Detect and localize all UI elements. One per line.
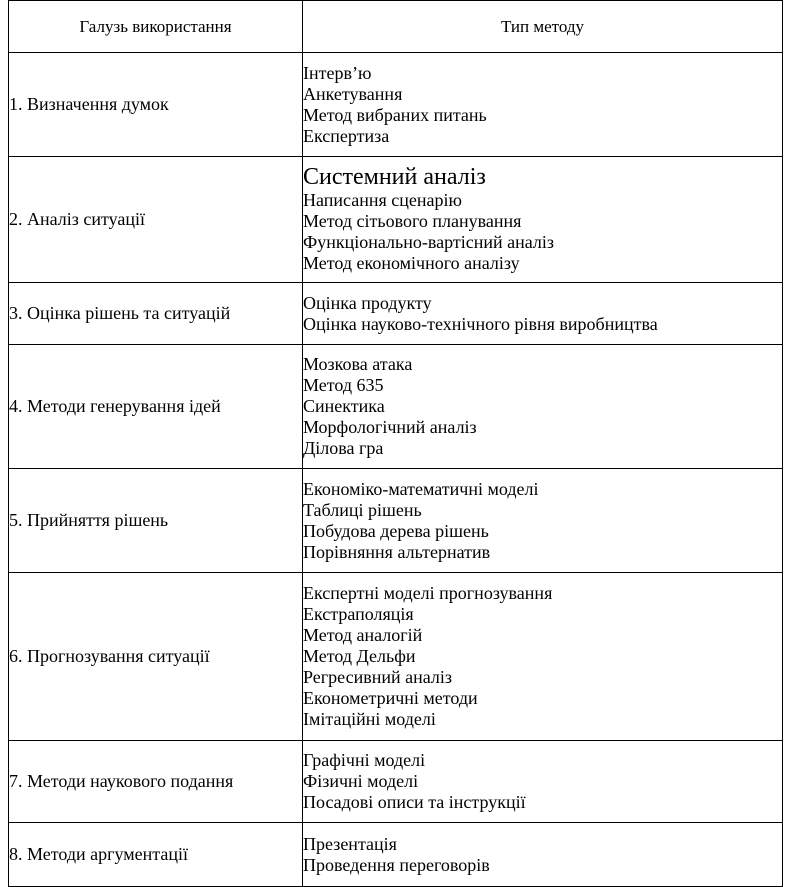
method-item: Презентація: [303, 833, 397, 854]
method-item: Метод економічного аналізу: [303, 253, 520, 273]
method-item: Оцінка науково-технічного рівня виробництва: [303, 313, 658, 334]
method-item: Імітаційні моделі: [303, 709, 436, 729]
table-row: [9, 283, 783, 345]
method-item: Економетричні методи: [303, 688, 478, 708]
method-item: Проведення переговорів: [303, 854, 490, 875]
method-item: Мозкова атака: [303, 354, 413, 374]
method-types-cell: [303, 157, 783, 283]
method-item: Системний аналіз: [303, 164, 486, 190]
method-item: Оцінка продукту: [303, 292, 432, 313]
table-row: [9, 469, 783, 573]
method-item: Синектика: [303, 396, 385, 416]
area-cell: 7. Методи наукового подання: [9, 741, 303, 823]
method-list: [303, 834, 782, 876]
area-cell: 5. Прийняття рішень: [9, 469, 303, 573]
method-item: Екстраполяція: [303, 604, 414, 624]
table-row: [9, 53, 783, 157]
method-item: Функціонально-вартісний аналіз: [303, 232, 554, 252]
method-item: Метод аналогій: [303, 625, 423, 645]
area-cell: 6. Прогнозування ситуації: [9, 573, 303, 741]
method-types-cell: [303, 823, 783, 887]
method-item: Експертиза: [303, 125, 390, 146]
area-cell: 4. Методи генерування ідей: [9, 345, 303, 469]
method-list: [303, 479, 782, 563]
method-types-cell: [303, 573, 783, 741]
method-types-cell: [303, 345, 783, 469]
area-cell: 8. Методи аргументації: [9, 823, 303, 887]
table-row: [9, 823, 783, 887]
table-body: [9, 53, 783, 887]
method-item: Економіко-математичні моделі: [303, 478, 539, 499]
method-item: Написання сценарію: [303, 190, 462, 210]
method-item: Метод 635: [303, 375, 384, 395]
method-types-cell: [303, 741, 783, 823]
method-list: [303, 63, 782, 147]
method-item: Фізичні моделі: [303, 771, 419, 791]
method-item: Таблиці рішень: [303, 499, 422, 520]
area-cell: 2. Аналіз ситуації: [9, 157, 303, 283]
method-item: Експертні моделі прогнозування: [303, 583, 553, 603]
method-list: [303, 293, 782, 335]
area-cell: 1. Визначення думок: [9, 53, 303, 157]
header-row: [9, 1, 783, 53]
method-types-cell: [303, 283, 783, 345]
method-item: Морфологічний аналіз: [303, 417, 477, 437]
method-item: Ділова гра: [303, 438, 384, 458]
method-item: Графічні моделі: [303, 750, 426, 770]
header-type: Тип методу: [303, 1, 783, 53]
method-list: [303, 354, 782, 459]
method-item: Анкетування: [303, 83, 403, 104]
method-item: Посадові описи та інструкції: [303, 792, 526, 812]
area-cell: 3. Оцінка рішень та ситуацій: [9, 283, 303, 345]
method-item: Метод Дельфи: [303, 646, 416, 666]
method-item: Метод вибраних питань: [303, 104, 487, 125]
table-row: [9, 345, 783, 469]
table-row: [9, 741, 783, 823]
method-item: Порівняння альтернатив: [303, 541, 491, 562]
method-types-cell: [303, 469, 783, 573]
method-item: Метод сітьового планування: [303, 211, 522, 231]
method-list: [303, 750, 782, 813]
method-types-cell: [303, 53, 783, 157]
method-list: [303, 165, 782, 274]
method-list: [303, 583, 782, 730]
table-row: [9, 573, 783, 741]
method-item: Регресивний аналіз: [303, 667, 452, 687]
table-row: [9, 157, 783, 283]
header-area: Галузь використання: [9, 1, 303, 53]
method-item: Інтерв’ю: [303, 62, 372, 83]
methods-table: [8, 0, 783, 887]
method-item: Побудова дерева рішень: [303, 520, 489, 541]
